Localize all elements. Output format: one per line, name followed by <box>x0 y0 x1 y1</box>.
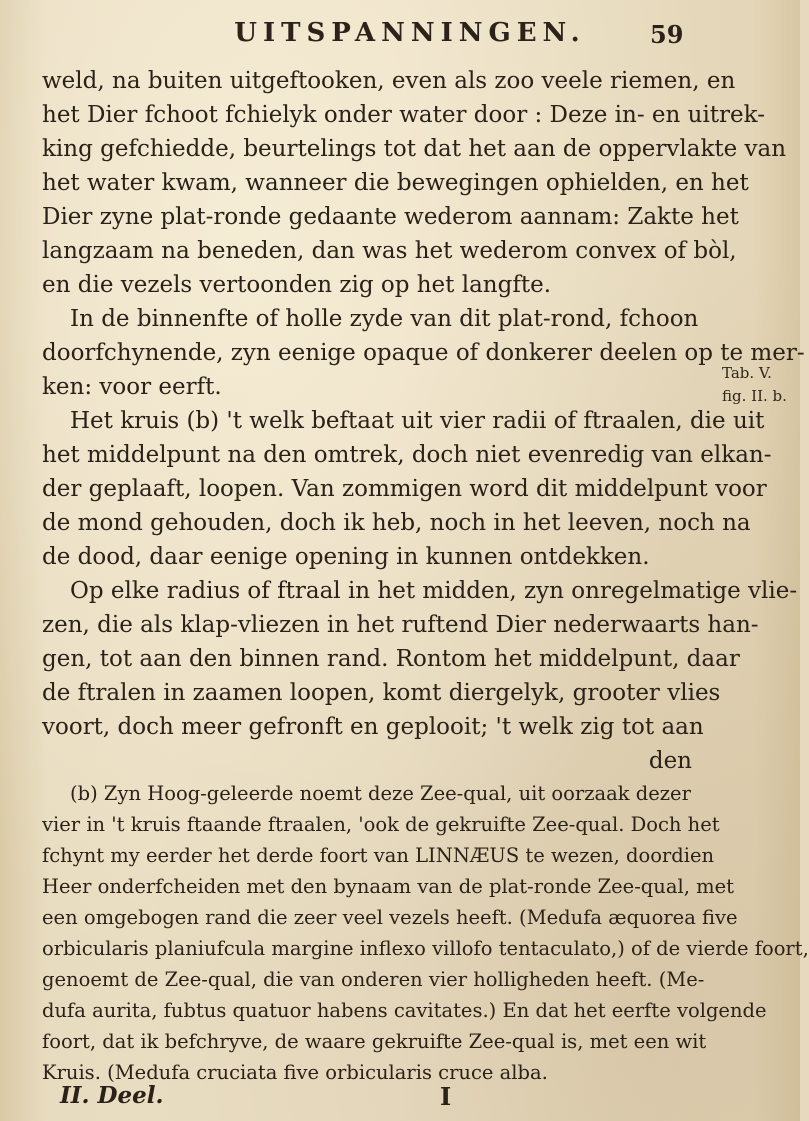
text-line: de ftralen in zaamen loopen, komt diergelyk, grooter vlies <box>42 680 721 706</box>
footnote-line: Heer onderfcheiden met den bynaam van de plat-ronde Zee-qual, met <box>42 875 734 898</box>
text-line: der geplaaft, loopen. Van zommigen word dit middelpunt voor <box>42 476 767 502</box>
text-line: doorfchynende, zyn eenige opaque of donkerer deelen op te mer- <box>42 340 805 366</box>
text-line: zen, die als klap-vliezen in het ruftend Dier nederwaarts han- <box>42 612 759 638</box>
text-line: gen, tot aan den binnen rand. Rontom het middelpunt, daar <box>42 646 740 672</box>
footnote-line: genoemt de Zee-qual, die van onderen vier holligheden heeft. (Me- <box>42 968 705 991</box>
text-line: In de binnenfte of holle zyde van dit plat-rond, fchoon <box>70 306 699 332</box>
text-line: Het kruis (b) 't welk beftaat uit vier radii of ftraalen, die uit <box>70 408 765 434</box>
text-line: Op elke radius of ftraal in het midden, zyn onregelmatige vlie- <box>70 578 798 604</box>
text-line: het water kwam, wanneer die bewegingen ophielden, en het <box>42 170 749 196</box>
footnote-line: orbicularis planiufcula margine inflexo villofo tentaculato,) of de vierde foort, <box>42 937 809 960</box>
text-line: voort, doch meer gefronft en geplooit; 't welk zig tot aan <box>42 714 704 740</box>
running-head: UITSPANNINGEN. <box>234 18 586 48</box>
text-line: Dier zyne plat-ronde gedaante wederom aannam: Zakte het <box>42 204 739 230</box>
catchword: den <box>648 748 692 774</box>
margin-note-figure: fig. II. b. <box>722 387 787 405</box>
text-line: king gefchiedde, beurtelings tot dat het aan de oppervlakte van <box>42 136 787 162</box>
text-line: het Dier fchoot fchielyk onder water door : Deze in- en uitrek- <box>42 102 765 128</box>
volume-label: II. Deel. <box>60 1082 164 1109</box>
text-line: weld, na buiten uitgeftooken, even als zoo veele riemen, en <box>42 68 736 94</box>
footnote-line: Kruis. (Medufa cruciata five orbicularis cruce alba. <box>42 1061 548 1084</box>
footnote-line: vier in 't kruis ftaande ftraalen, 'ook de gekruifte Zee-qual. Doch het <box>42 813 720 836</box>
text-line: de mond gehouden, doch ik heb, noch in het leeven, noch na <box>42 510 751 536</box>
footnote-line: dufa aurita, fubtus quatuor habens cavitates.) En dat het eerfte volgende <box>42 999 767 1022</box>
footnote-line: fchynt my eerder het derde foort van LINNÆUS te wezen, doordien <box>42 844 715 867</box>
page-number: 59 <box>650 20 684 49</box>
text-line: ken: voor eerft. <box>42 374 222 400</box>
footnote-line: foort, dat ik befchryve, de waare gekruifte Zee-qual is, met een wit <box>42 1030 707 1053</box>
text-line: langzaam na beneden, dan was het wederom convex of bòl, <box>42 238 737 264</box>
text-line: het middelpunt na den omtrek, doch niet evenredig van elkan- <box>42 442 772 468</box>
footnote-line: (b) Zyn Hoog-geleerde noemt deze Zee-qual, uit oorzaak dezer <box>70 782 691 805</box>
text-line: de dood, daar eenige opening in kunnen ontdekken. <box>42 544 650 570</box>
signature-mark: I <box>440 1082 452 1111</box>
text-line: en die vezels vertoonden zig op het langfte. <box>42 272 551 298</box>
margin-note-plate: Tab. V. <box>722 364 772 382</box>
footnote-line: een omgebogen rand die zeer veel vezels heeft. (Medufa æquorea five <box>42 906 738 929</box>
